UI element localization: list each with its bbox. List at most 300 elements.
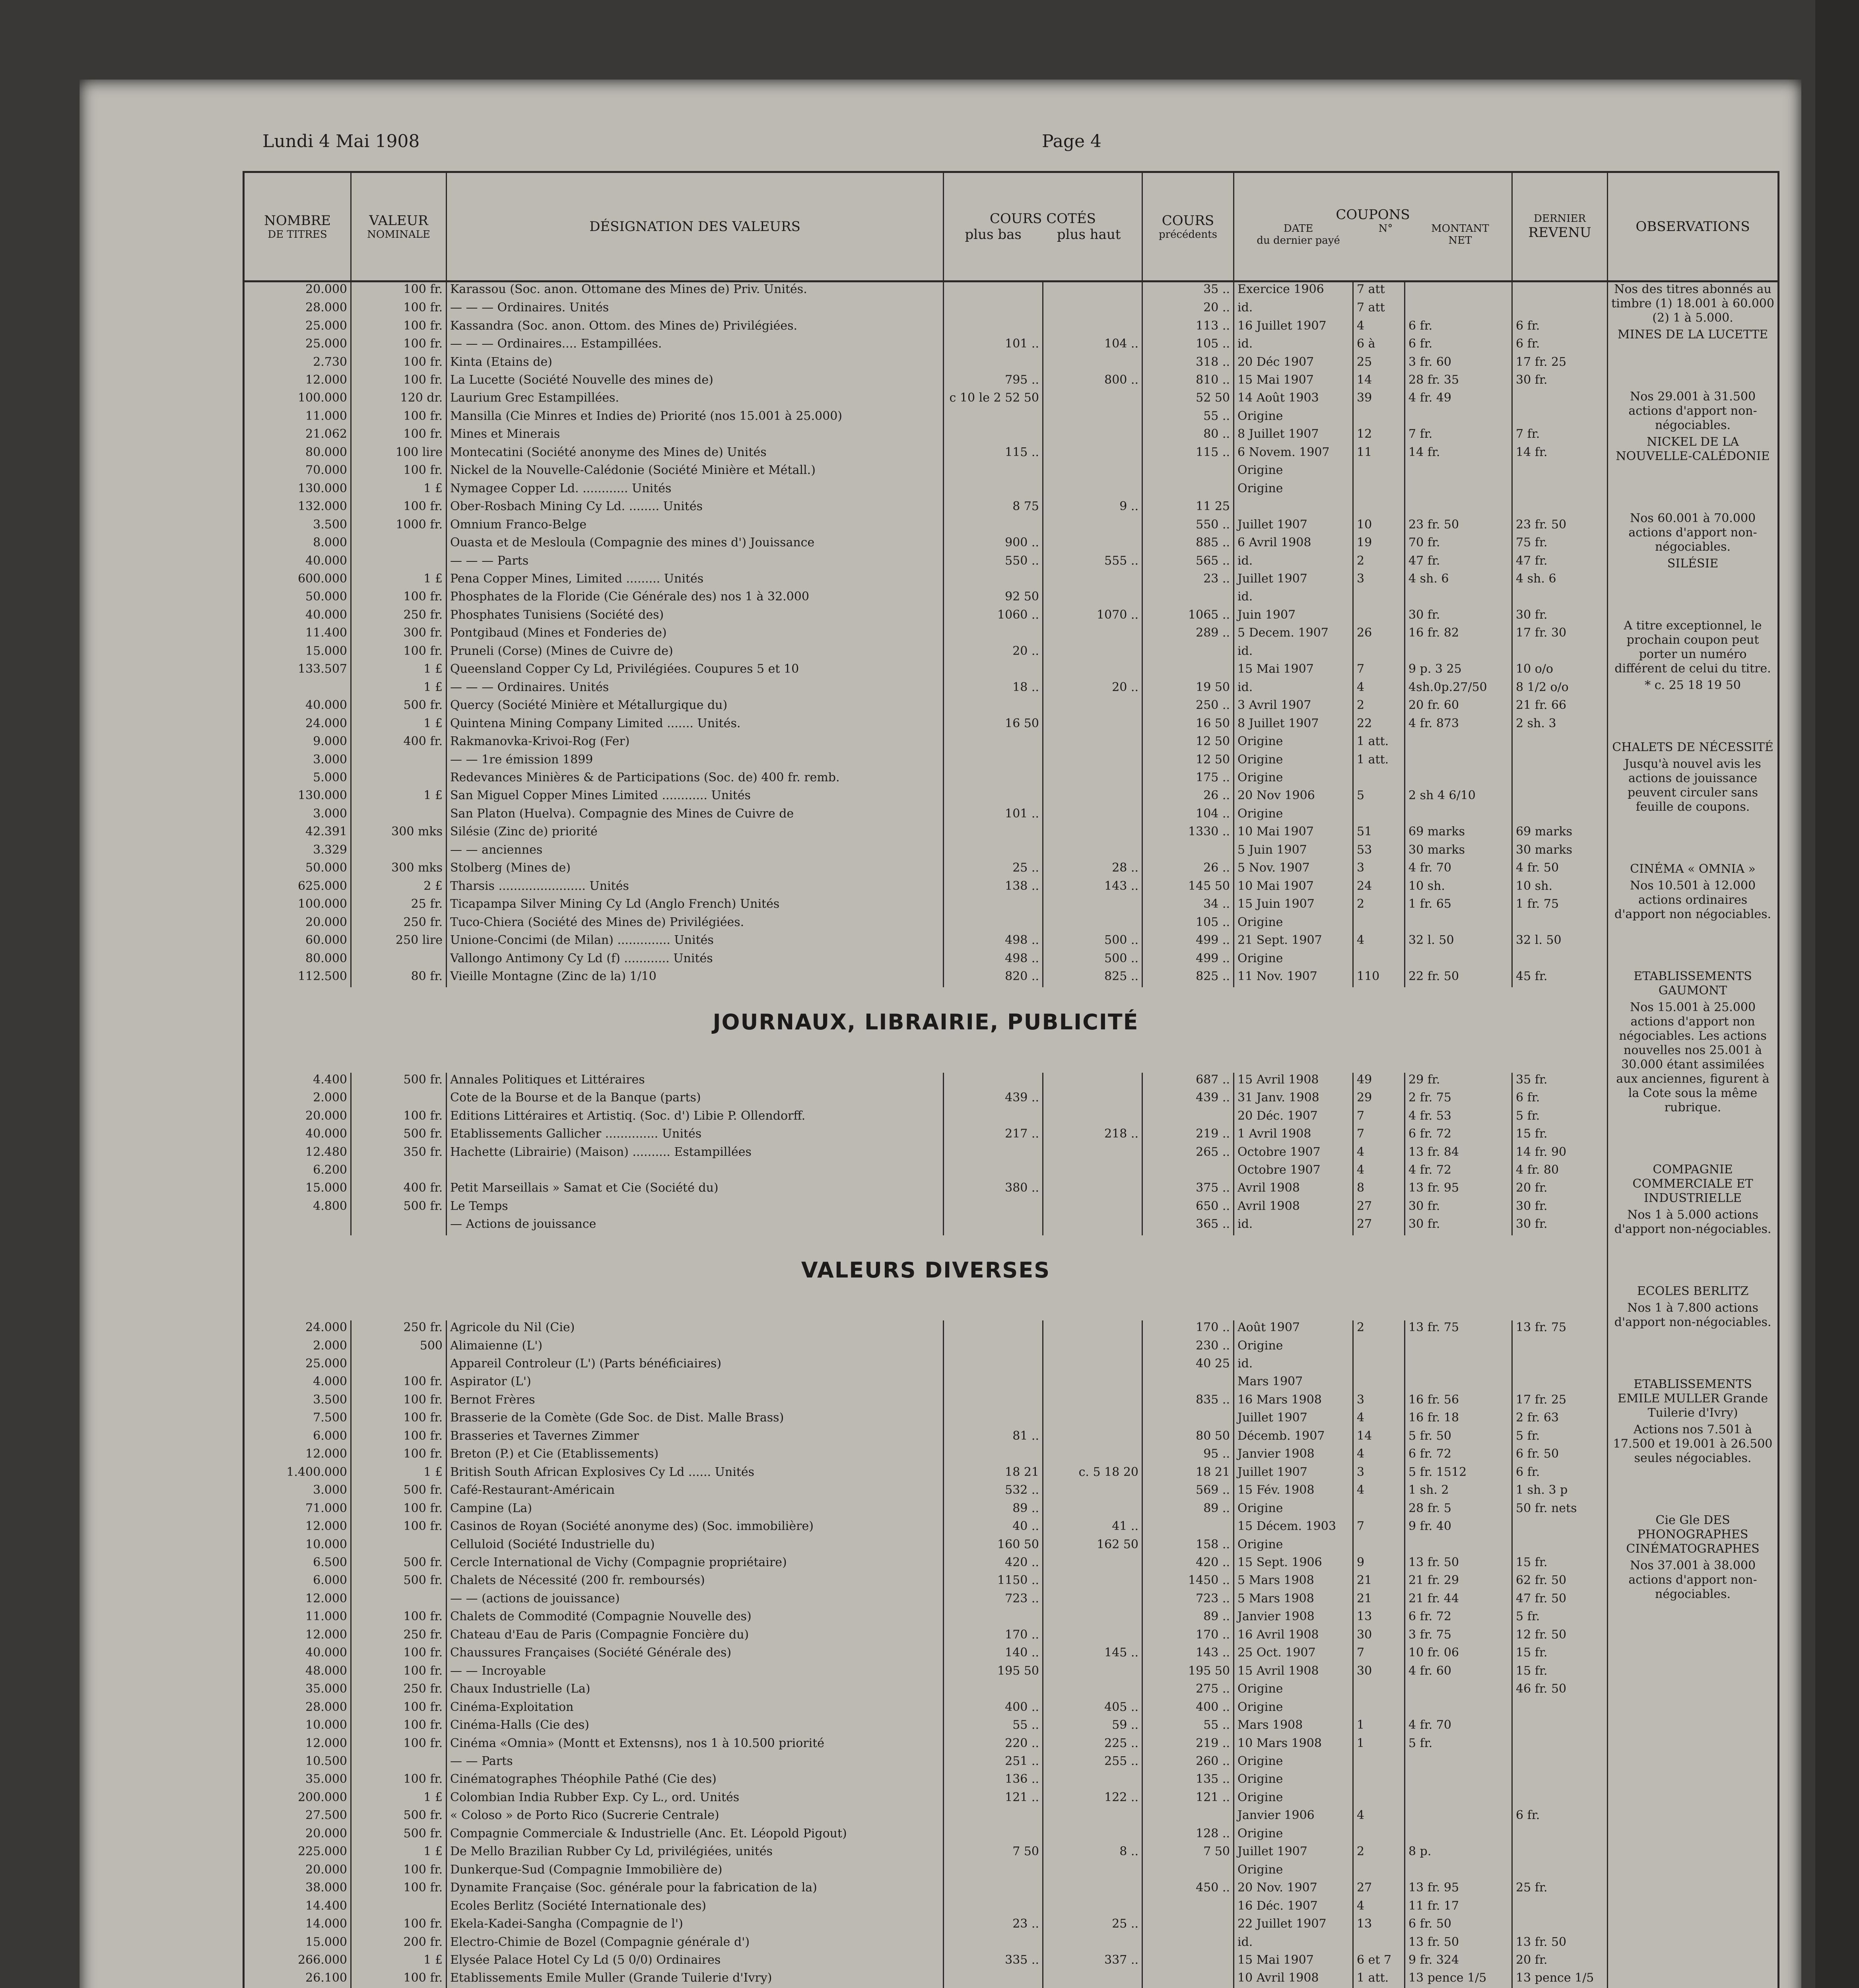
revenu-cell: 10 sh.: [1512, 879, 1608, 897]
coupon-date-cell: Juillet 1907: [1234, 1411, 1353, 1429]
plus-bas-cell: 115 ..: [944, 445, 1043, 463]
montant-cell: [1405, 1682, 1512, 1700]
nombre-cell: 15.000: [244, 1181, 351, 1199]
coupon-no-cell: [1353, 1375, 1405, 1392]
table-row: [244, 337, 1779, 355]
designation-cell: Etablissements Emile Muller (Grande Tuilerie d'Ivry): [447, 1971, 944, 1988]
valeur-cell: 100 fr.: [351, 644, 447, 662]
table-row: [244, 1772, 1779, 1790]
designation-cell: Chalets de Commodité (Compagnie Nouvelle des): [447, 1609, 944, 1627]
coupon-no-cell: 2: [1353, 897, 1405, 915]
revenu-cell: 35 fr.: [1512, 1073, 1608, 1091]
coupon-date-cell: Origine: [1234, 771, 1353, 788]
coupon-date-cell: Origine: [1234, 481, 1353, 499]
valeur-cell: 100 fr.: [351, 1609, 447, 1627]
cours-precedent-cell: [1142, 1935, 1234, 1953]
nombre-cell: 80.000: [244, 445, 351, 463]
revenu-cell: 12 fr. 50: [1512, 1628, 1608, 1646]
montant-cell: [1405, 1700, 1512, 1718]
plus-haut-cell: [1043, 1827, 1142, 1844]
cours-precedent-cell: 230 ..: [1142, 1339, 1234, 1357]
montant-cell: 23 fr. 50: [1405, 518, 1512, 536]
montant-cell: 3 fr. 75: [1405, 1628, 1512, 1646]
plus-haut-cell: [1043, 1935, 1142, 1953]
cours-precedent-cell: 825 ..: [1142, 969, 1234, 987]
plus-haut-cell: 825 ..: [1043, 969, 1142, 987]
valeur-cell: 500 fr.: [351, 1127, 447, 1145]
cours-precedent-cell: 365 ..: [1142, 1217, 1234, 1235]
coupon-no-cell: 7: [1353, 662, 1405, 680]
revenu-cell: 20 fr.: [1512, 1953, 1608, 1971]
cours-precedent-cell: 318 ..: [1142, 355, 1234, 373]
observation-note: Nos 60.001 à 70.000 actions d'apport non-négociables.: [1628, 511, 1757, 554]
coupon-no-cell: [1353, 951, 1405, 969]
nombre-cell: 6.200: [244, 1163, 351, 1181]
coupon-no-cell: 9: [1353, 1555, 1405, 1573]
plus-haut-cell: [1043, 1483, 1142, 1501]
montant-cell: 13 fr. 50: [1405, 1935, 1512, 1953]
cours-precedent-cell: 55 ..: [1142, 1718, 1234, 1736]
cours-precedent-cell: [1142, 1899, 1234, 1917]
coupon-date-cell: Origine: [1234, 734, 1353, 752]
col-cours-cotes: COURS COTÉS plus bas plus haut: [944, 172, 1142, 282]
plus-haut-cell: [1043, 1592, 1142, 1609]
stock-table: [243, 171, 1779, 1988]
coupon-no-cell: 1 att.: [1353, 753, 1405, 771]
designation-cell: Tharsis ....................... Unités: [447, 879, 944, 897]
plus-haut-cell: [1043, 1357, 1142, 1375]
nombre-cell: 10.500: [244, 1754, 351, 1772]
valeur-cell: [351, 1538, 447, 1555]
revenu-cell: 30 fr.: [1512, 1217, 1608, 1235]
table-row: [244, 409, 1779, 427]
montant-cell: 16 fr. 56: [1405, 1393, 1512, 1411]
revenu-cell: [1512, 1917, 1608, 1935]
table-row: [244, 319, 1779, 337]
plus-haut-cell: 800 ..: [1043, 373, 1142, 391]
montant-cell: [1405, 734, 1512, 752]
nombre-cell: 3.000: [244, 753, 351, 771]
plus-haut-cell: 28 ..: [1043, 861, 1142, 879]
coupon-date-cell: 20 Déc 1907: [1234, 355, 1353, 373]
coupon-date-cell: 14 Août 1903: [1234, 391, 1353, 409]
coupon-no-cell: 4: [1353, 319, 1405, 337]
cours-precedent-cell: 265 ..: [1142, 1145, 1234, 1163]
plus-bas-cell: [944, 626, 1043, 644]
table-row: [244, 1790, 1779, 1808]
plus-bas-cell: 532 ..: [944, 1483, 1043, 1501]
designation-cell: Agricole du Nil (Cie): [447, 1320, 944, 1338]
observation-note: Nos 37.001 à 38.000 actions d'apport non-négociables.: [1628, 1559, 1757, 1601]
nombre-cell: 9.000: [244, 734, 351, 752]
valeur-cell: 100 fr.: [351, 373, 447, 391]
valeur-cell: 100 fr.: [351, 1393, 447, 1411]
plus-bas-cell: 55 ..: [944, 1718, 1043, 1736]
coupon-date-cell: Origine: [1234, 1827, 1353, 1844]
designation-cell: Electro-Chimie de Bozel (Compagnie générale d'): [447, 1935, 944, 1953]
montant-cell: 4 fr. 53: [1405, 1109, 1512, 1127]
nombre-cell: 10.000: [244, 1718, 351, 1736]
montant-cell: 69 marks: [1405, 825, 1512, 843]
coupon-no-cell: [1353, 915, 1405, 933]
designation-cell: Ticapampa Silver Mining Cy Ld (Anglo French) Unités: [447, 897, 944, 915]
revenu-cell: 32 l. 50: [1512, 933, 1608, 951]
montant-cell: 22 fr. 50: [1405, 969, 1512, 987]
coupon-no-cell: 4: [1353, 1411, 1405, 1429]
cours-precedent-cell: 687 ..: [1142, 1073, 1234, 1091]
nombre-cell: 4.400: [244, 1073, 351, 1091]
designation-cell: Kinta (Etains de): [447, 355, 944, 373]
cours-precedent-cell: 810 ..: [1142, 373, 1234, 391]
valeur-cell: [351, 807, 447, 825]
coupon-no-cell: 49: [1353, 1073, 1405, 1091]
plus-bas-cell: 20 ..: [944, 644, 1043, 662]
page-header: [183, 131, 1718, 167]
valeur-cell: [351, 1163, 447, 1181]
plus-bas-cell: 380 ..: [944, 1181, 1043, 1199]
plus-bas-cell: [944, 734, 1043, 752]
designation-cell: Karassou (Soc. anon. Ottomane des Mines de) Priv. Unités.: [447, 282, 944, 301]
plus-haut-cell: [1043, 788, 1142, 806]
valeur-cell: [351, 554, 447, 572]
coupon-no-cell: [1353, 1863, 1405, 1881]
plus-bas-cell: 23 ..: [944, 1917, 1043, 1935]
coupon-no-cell: 3: [1353, 1465, 1405, 1483]
table-row: [244, 536, 1779, 553]
cours-precedent-cell: 115 ..: [1142, 445, 1234, 463]
coupon-date-cell: Octobre 1907: [1234, 1163, 1353, 1181]
nombre-cell: 25.000: [244, 1357, 351, 1375]
cours-precedent-cell: 104 ..: [1142, 807, 1234, 825]
plus-bas-cell: 140 ..: [944, 1646, 1043, 1664]
valeur-cell: 100 fr.: [351, 1772, 447, 1790]
nombre-cell: 35.000: [244, 1772, 351, 1790]
cours-precedent-cell: 40 25: [1142, 1357, 1234, 1375]
coupon-no-cell: 53: [1353, 843, 1405, 861]
plus-bas-cell: [944, 282, 1043, 301]
designation-cell: Unione-Concimi (de Milan) .............. Unités: [447, 933, 944, 951]
coupon-date-cell: Janvier 1908: [1234, 1609, 1353, 1627]
designation-cell: Tuco-Chiera (Société des Mines de) Privilégiées.: [447, 915, 944, 933]
montant-cell: [1405, 463, 1512, 481]
valeur-cell: 100 fr.: [351, 1519, 447, 1537]
coupon-no-cell: [1353, 1538, 1405, 1555]
coupon-no-cell: [1353, 771, 1405, 788]
table-row: [244, 951, 1779, 969]
cours-precedent-cell: 34 ..: [1142, 897, 1234, 915]
observation-note: Actions nos 7.501 à 17.500 et 19.001 à 26.500 seules négociables.: [1613, 1423, 1773, 1465]
cours-precedent-cell: [1142, 1808, 1234, 1826]
coupon-no-cell: 22: [1353, 716, 1405, 734]
coupon-date-cell: 5 Mars 1908: [1234, 1573, 1353, 1591]
revenu-cell: 1 sh. 3 p: [1512, 1483, 1608, 1501]
valeur-cell: 400 fr.: [351, 734, 447, 752]
observation-note: SILÉSIE: [1667, 557, 1719, 571]
nombre-cell: 3.329: [244, 843, 351, 861]
plus-haut-cell: 143 ..: [1043, 879, 1142, 897]
revenu-cell: [1512, 734, 1608, 752]
cours-precedent-cell: [1142, 1917, 1234, 1935]
coupon-no-cell: [1353, 1772, 1405, 1790]
coupon-date-cell: Origine: [1234, 753, 1353, 771]
valeur-cell: 100 fr.: [351, 337, 447, 355]
coupon-no-cell: 13: [1353, 1609, 1405, 1627]
nombre-cell: 24.000: [244, 716, 351, 734]
cours-precedent-cell: 113 ..: [1142, 319, 1234, 337]
table-row: [244, 1917, 1779, 1935]
coupon-date-cell: [1234, 499, 1353, 517]
plus-bas-cell: 8 75: [944, 499, 1043, 517]
revenu-cell: 69 marks: [1512, 825, 1608, 843]
plus-haut-cell: [1043, 1091, 1142, 1109]
plus-haut-cell: [1043, 301, 1142, 318]
plus-haut-cell: [1043, 463, 1142, 481]
plus-bas-cell: 101 ..: [944, 337, 1043, 355]
coupon-no-cell: [1353, 1754, 1405, 1772]
valeur-cell: 250 fr.: [351, 1682, 447, 1700]
designation-cell: — — — Parts: [447, 554, 944, 572]
cours-precedent-cell: [1142, 481, 1234, 499]
montant-cell: 10 fr. 06: [1405, 1646, 1512, 1664]
cours-precedent-cell: 26 ..: [1142, 861, 1234, 879]
coupon-no-cell: 7 att: [1353, 301, 1405, 318]
coupon-no-cell: [1353, 409, 1405, 427]
coupon-date-cell: Exercice 1906: [1234, 282, 1353, 301]
montant-cell: [1405, 301, 1512, 318]
cours-precedent-cell: [1142, 644, 1234, 662]
coupon-date-cell: id.: [1234, 301, 1353, 318]
designation-cell: Brasserie de la Comète (Gde Soc. de Dist. Malle Brass): [447, 1411, 944, 1429]
valeur-cell: 100 fr.: [351, 1881, 447, 1899]
coupon-no-cell: 51: [1353, 825, 1405, 843]
table-row: [244, 1393, 1779, 1411]
nombre-cell: 130.000: [244, 788, 351, 806]
plus-bas-cell: [944, 481, 1043, 499]
table-row: [244, 1754, 1779, 1772]
table-row: [244, 716, 1779, 734]
coupon-date-cell: 15 Juin 1907: [1234, 897, 1353, 915]
cours-precedent-cell: 400 ..: [1142, 1700, 1234, 1718]
designation-cell: Chateau d'Eau de Paris (Compagnie Foncière du): [447, 1628, 944, 1646]
montant-cell: 6 fr. 72: [1405, 1447, 1512, 1465]
coupon-date-cell: 10 Avril 1908: [1234, 1971, 1353, 1988]
nombre-cell: [244, 1217, 351, 1235]
valeur-cell: 100 fr.: [351, 1411, 447, 1429]
cours-precedent-cell: 1330 ..: [1142, 825, 1234, 843]
nombre-cell: 20.000: [244, 1109, 351, 1127]
plus-haut-cell: [1043, 1772, 1142, 1790]
valeur-cell: [351, 1754, 447, 1772]
observation-note: Cie Gle DES PHONOGRAPHES CINÉMATOGRAPHES: [1626, 1513, 1760, 1556]
montant-cell: [1405, 1808, 1512, 1826]
designation-cell: — — Parts: [447, 1754, 944, 1772]
coupon-date-cell: 15 Fév. 1908: [1234, 1483, 1353, 1501]
plus-bas-cell: 400 ..: [944, 1700, 1043, 1718]
coupon-no-cell: [1353, 608, 1405, 626]
revenu-cell: 8 1/2 o/o: [1512, 680, 1608, 698]
table-row: [244, 897, 1779, 915]
montant-cell: 29 fr.: [1405, 1073, 1512, 1091]
revenu-cell: [1512, 1736, 1608, 1754]
table-row: [244, 1163, 1779, 1181]
plus-bas-cell: 251 ..: [944, 1754, 1043, 1772]
cours-precedent-cell: [1142, 662, 1234, 680]
designation-cell: San Miguel Copper Mines Limited ............ Unités: [447, 788, 944, 806]
nombre-cell: 112.500: [244, 969, 351, 987]
coupon-date-cell: Octobre 1907: [1234, 1145, 1353, 1163]
plus-haut-cell: [1043, 590, 1142, 608]
montant-cell: 30 fr.: [1405, 1199, 1512, 1217]
designation-cell: Queensland Copper Cy Ld, Privilégiées. Coupures 5 et 10: [447, 662, 944, 680]
coupon-no-cell: 14: [1353, 373, 1405, 391]
montant-cell: 21 fr. 29: [1405, 1573, 1512, 1591]
table-row: [244, 499, 1779, 517]
plus-bas-cell: [944, 897, 1043, 915]
revenu-cell: [1512, 1772, 1608, 1790]
plus-bas-cell: [944, 409, 1043, 427]
nombre-cell: 2.000: [244, 1091, 351, 1109]
revenu-cell: [1512, 1863, 1608, 1881]
valeur-cell: 300 mks: [351, 861, 447, 879]
plus-haut-cell: [1043, 626, 1142, 644]
revenu-cell: [1512, 463, 1608, 481]
montant-cell: [1405, 807, 1512, 825]
nombre-cell: 10.000: [244, 1538, 351, 1555]
designation-cell: Editions Littéraires et Artistiq. (Soc. d') Libie P. Ollendorff.: [447, 1109, 944, 1127]
cours-precedent-cell: 19 50: [1142, 680, 1234, 698]
valeur-cell: 300 fr.: [351, 626, 447, 644]
designation-cell: Omnium Franco-Belge: [447, 518, 944, 536]
coupon-no-cell: 4: [1353, 680, 1405, 698]
revenu-cell: [1512, 644, 1608, 662]
coupon-no-cell: 25: [1353, 355, 1405, 373]
cours-precedent-cell: [1142, 1519, 1234, 1537]
valeur-cell: 500 fr.: [351, 1573, 447, 1591]
coupon-date-cell: 10 Mai 1907: [1234, 879, 1353, 897]
plus-haut-cell: [1043, 1109, 1142, 1127]
cours-precedent-cell: [1142, 1109, 1234, 1127]
plus-haut-cell: [1043, 1073, 1142, 1091]
montant-cell: 13 fr. 84: [1405, 1145, 1512, 1163]
revenu-cell: 2 sh. 3: [1512, 716, 1608, 734]
montant-cell: 2 sh 4 6/10: [1405, 788, 1512, 806]
coupon-no-cell: 4: [1353, 1483, 1405, 1501]
valeur-cell: 500 fr.: [351, 1827, 447, 1844]
cours-precedent-cell: 95 ..: [1142, 1447, 1234, 1465]
revenu-cell: 30 fr.: [1512, 1199, 1608, 1217]
designation-cell: Annales Politiques et Littéraires: [447, 1073, 944, 1091]
plus-bas-cell: [944, 788, 1043, 806]
nombre-cell: 40.000: [244, 1646, 351, 1664]
plus-haut-cell: [1043, 1217, 1142, 1235]
cours-precedent-cell: [1142, 1411, 1234, 1429]
table-row: [244, 1682, 1779, 1700]
coupon-no-cell: 2: [1353, 1320, 1405, 1338]
nombre-cell: 4.800: [244, 1199, 351, 1217]
cours-precedent-cell: 128 ..: [1142, 1827, 1234, 1844]
cours-precedent-cell: 135 ..: [1142, 1772, 1234, 1790]
table-row: [244, 1339, 1779, 1357]
table-row: [244, 481, 1779, 499]
cours-precedent-cell: 158 ..: [1142, 1538, 1234, 1555]
revenu-cell: [1512, 915, 1608, 933]
coupon-no-cell: 30: [1353, 1628, 1405, 1646]
revenu-cell: 15 fr.: [1512, 1646, 1608, 1664]
plus-bas-cell: 40 ..: [944, 1519, 1043, 1537]
designation-cell: Pruneli (Corse) (Mines de Cuivre de): [447, 644, 944, 662]
coupon-no-cell: 110: [1353, 969, 1405, 987]
plus-haut-cell: [1043, 716, 1142, 734]
col-valeur: VALEUR NOMINALE: [351, 172, 447, 282]
revenu-cell: [1512, 409, 1608, 427]
coupon-date-cell: 5 Mars 1908: [1234, 1592, 1353, 1609]
valeur-cell: [351, 1592, 447, 1609]
coupon-date-cell: 15 Mai 1907: [1234, 1953, 1353, 1971]
observation-note: Jusqu'à nouvel avis les actions de jouissance peuvent circuler sans feuille de coupons.: [1624, 757, 1761, 814]
coupon-no-cell: [1353, 1827, 1405, 1844]
observation-note: ETABLISSEMENTS EMILE MULLER Grande Tuilerie d'Ivry): [1617, 1377, 1768, 1420]
designation-cell: Elysée Palace Hotel Cy Ld (5 0/0) Ordinaires: [447, 1953, 944, 1971]
coupon-date-cell: Origine: [1234, 807, 1353, 825]
montant-cell: [1405, 1357, 1512, 1375]
montant-cell: 4 fr. 49: [1405, 391, 1512, 409]
montant-cell: 13 fr. 95: [1405, 1881, 1512, 1899]
plus-bas-cell: [944, 518, 1043, 536]
section-heading: JOURNAUX, LIBRAIRIE, PUBLICITÉ: [244, 987, 1608, 1072]
table-row: [244, 1971, 1779, 1988]
plus-haut-cell: [1043, 753, 1142, 771]
revenu-cell: 6 fr.: [1512, 337, 1608, 355]
plus-haut-cell: [1043, 1664, 1142, 1682]
revenu-cell: 15 fr.: [1512, 1127, 1608, 1145]
plus-haut-cell: [1043, 1181, 1142, 1199]
designation-cell: — — Incroyable: [447, 1664, 944, 1682]
cours-precedent-cell: 18 21: [1142, 1465, 1234, 1483]
nombre-cell: 40.000: [244, 1127, 351, 1145]
coupon-no-cell: 6 à: [1353, 337, 1405, 355]
coupon-no-cell: 12: [1353, 427, 1405, 445]
montant-cell: 10 sh.: [1405, 879, 1512, 897]
coupon-no-cell: 3: [1353, 1393, 1405, 1411]
plus-bas-cell: 217 ..: [944, 1127, 1043, 1145]
valeur-cell: 120 dr.: [351, 391, 447, 409]
valeur-cell: 1 £: [351, 481, 447, 499]
coupon-date-cell: Janvier 1908: [1234, 1447, 1353, 1465]
nombre-cell: 15.000: [244, 1935, 351, 1953]
table-row: [244, 1573, 1779, 1591]
table-row: [244, 608, 1779, 626]
plus-haut-cell: [1043, 536, 1142, 553]
designation-cell: Cinématographes Théophile Pathé (Cie des): [447, 1772, 944, 1790]
table-row: [244, 282, 1779, 301]
plus-haut-cell: [1043, 1808, 1142, 1826]
valeur-cell: 100 fr.: [351, 499, 447, 517]
nombre-cell: 14.400: [244, 1899, 351, 1917]
table-row: [244, 1628, 1779, 1646]
coupon-date-cell: 8 Juillet 1907: [1234, 427, 1353, 445]
nombre-cell: 8.000: [244, 536, 351, 553]
designation-cell: San Platon (Huelva). Compagnie des Mines de Cuivre de: [447, 807, 944, 825]
montant-cell: 32 l. 50: [1405, 933, 1512, 951]
table-row: [244, 698, 1779, 716]
montant-cell: 70 fr.: [1405, 536, 1512, 553]
valeur-cell: 100 fr.: [351, 463, 447, 481]
table-row: [244, 734, 1779, 752]
nombre-cell: 12.000: [244, 1628, 351, 1646]
nombre-cell: 100.000: [244, 391, 351, 409]
plus-bas-cell: [944, 1899, 1043, 1917]
montant-cell: 16 fr. 82: [1405, 626, 1512, 644]
